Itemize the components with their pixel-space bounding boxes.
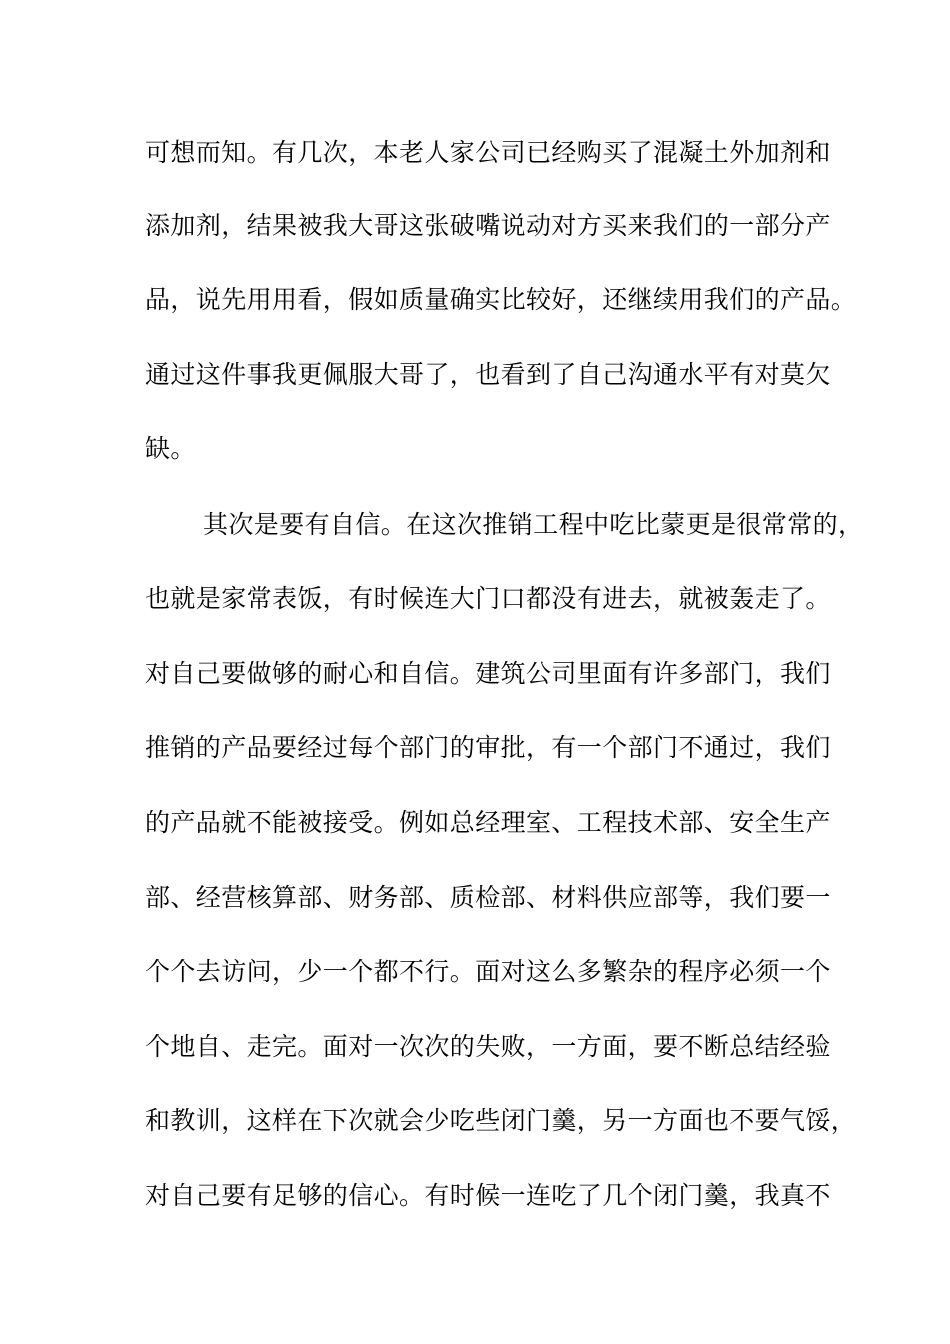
text-line-15: 对自己要有足够的信心。有时候一连吃了几个闭门羹，我真不 <box>145 1181 831 1210</box>
text-line-13: 个地自、走完。面对一次次的失败，一方面，要不断总结经验 <box>145 1032 831 1061</box>
text-line-8: 对自己要做够的耐心和自信。建筑公司里面有许多部门，我们 <box>145 659 831 688</box>
text-line-3: 品，说先用用看，假如质量确实比较好，还继续用我们的产品。 <box>145 285 857 314</box>
text-line-12: 个个去访问，少一个都不行。面对这么多繁杂的程序必须一个 <box>145 957 831 986</box>
text-line-1: 可想而知。有几次，本老人家公司已经购买了混凝土外加剂和 <box>145 138 831 167</box>
text-line-14: 和教训，这样在下次就会少吃些闭门羹，另一方面也不要气馁， <box>145 1106 857 1135</box>
text-line-7: 也就是家常表饭，有时候连大门口都没有进去，就被轰走了。 <box>145 584 831 613</box>
paragraph-start-line: 其次是要有自信。在这次推销工程中吃比蒙更是很常常的， <box>203 510 864 539</box>
text-line-2: 添加剂，结果被我大哥这张破嘴说动对方买来我们的一部分产 <box>145 211 831 240</box>
text-line-9: 推销的产品要经过每个部门的审批，有一个部门不通过，我们 <box>145 733 831 762</box>
text-line-5: 缺。 <box>145 434 196 463</box>
text-line-11: 部、经营核算部、财务部、质检部、材料供应部等，我们要一 <box>145 883 831 912</box>
text-line-4: 通过这件事我更佩服大哥了，也看到了自己沟通水平有对莫欠 <box>145 360 831 389</box>
text-line-10: 的产品就不能被接受。例如总经理室、工程技术部、安全生产 <box>145 808 831 837</box>
